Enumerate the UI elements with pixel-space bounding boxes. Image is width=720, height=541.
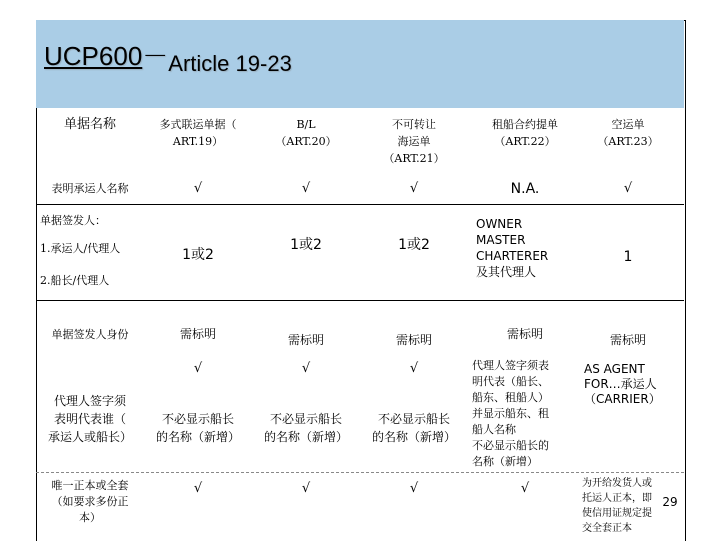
row-label-signer-c: 2.船长/代理人: [40, 274, 110, 287]
signer-multimodal: 1或2: [182, 247, 214, 263]
agent-bl: 不必显示船长 的名称（新增）: [263, 412, 348, 444]
col-header-doc-name: 单据名称: [63, 117, 116, 132]
row-label-agent: 代理人签字须 表明代表谁（ 承运人或船长）: [47, 394, 132, 444]
agent-multimodal-check: √: [193, 361, 203, 376]
slide-title: [44, 36, 292, 76]
col-header-air: 空运单 （ART.23）: [597, 118, 659, 148]
signer-id-nonneg: 需标明: [395, 333, 432, 347]
carrier-name-nonneg: √: [409, 181, 419, 196]
title-article: Article 19-23: [168, 51, 292, 76]
carrier-name-bl: √: [301, 181, 311, 196]
row-divider: [36, 204, 684, 205]
row-label-signer-b: 1.承运人/代理人: [40, 242, 121, 255]
agent-nonneg-check: √: [409, 361, 419, 376]
row-label-signer-a: 单据签发人：: [40, 214, 106, 227]
title-dash: －: [142, 41, 169, 71]
signer-id-air: 需标明: [609, 333, 646, 347]
original-charter: √: [520, 481, 530, 496]
row-divider: [36, 300, 684, 301]
agent-nonneg: 不必显示船长 的名称（新增）: [371, 412, 456, 444]
signer-charter: OWNER MASTER CHARTERER 及其代理人: [476, 217, 549, 279]
row-label-signer-id: 单据签发人身份: [51, 328, 129, 341]
title-main: UCP600: [44, 41, 143, 71]
original-multimodal: √: [193, 481, 203, 496]
signer-nonneg: 1或2: [398, 237, 430, 253]
signer-bl: 1或2: [290, 237, 322, 253]
carrier-name-air: √: [623, 181, 633, 196]
signer-id-charter: 需标明: [506, 327, 543, 341]
agent-bl-check: √: [301, 361, 311, 376]
signer-air: 1: [623, 249, 633, 265]
row-label-original: 唯一正本或全套 （如要求多份正 本）: [51, 479, 129, 524]
col-header-charter: 租船合约提单 （ART.22）: [492, 118, 558, 148]
col-header-multimodal: 多式联运单据（ ART.19）: [159, 118, 237, 148]
signer-id-multimodal: 需标明: [179, 327, 216, 341]
agent-multimodal: 不必显示船长 的名称（新增）: [155, 412, 240, 444]
original-nonneg: √: [409, 481, 419, 496]
page-number: 29: [662, 495, 678, 509]
agent-charter: 代理人签字须表 明代表（船长、 船东、租船人） 并显示船东、租 船人名称 不必显示船长的 名称（新增）: [472, 359, 549, 468]
row-label-carrier-name: 表明承运人名称: [51, 182, 129, 195]
col-header-bl: B/L （ART.20）: [275, 118, 337, 148]
carrier-name-multimodal: √: [193, 181, 203, 196]
signer-id-bl: 需标明: [287, 333, 324, 347]
original-air: 为开给发货人或 托运人正本，即 使信用证规定提 交全套正本: [582, 478, 652, 534]
agent-air: AS AGENT FOR…承运人 （CARRIER）: [584, 362, 661, 406]
col-header-nonneg: 不可转让 海运单 （ART.21）: [383, 118, 445, 165]
row-divider: [36, 472, 684, 473]
carrier-name-charter: N.A.: [510, 181, 540, 197]
original-bl: √: [301, 481, 311, 496]
